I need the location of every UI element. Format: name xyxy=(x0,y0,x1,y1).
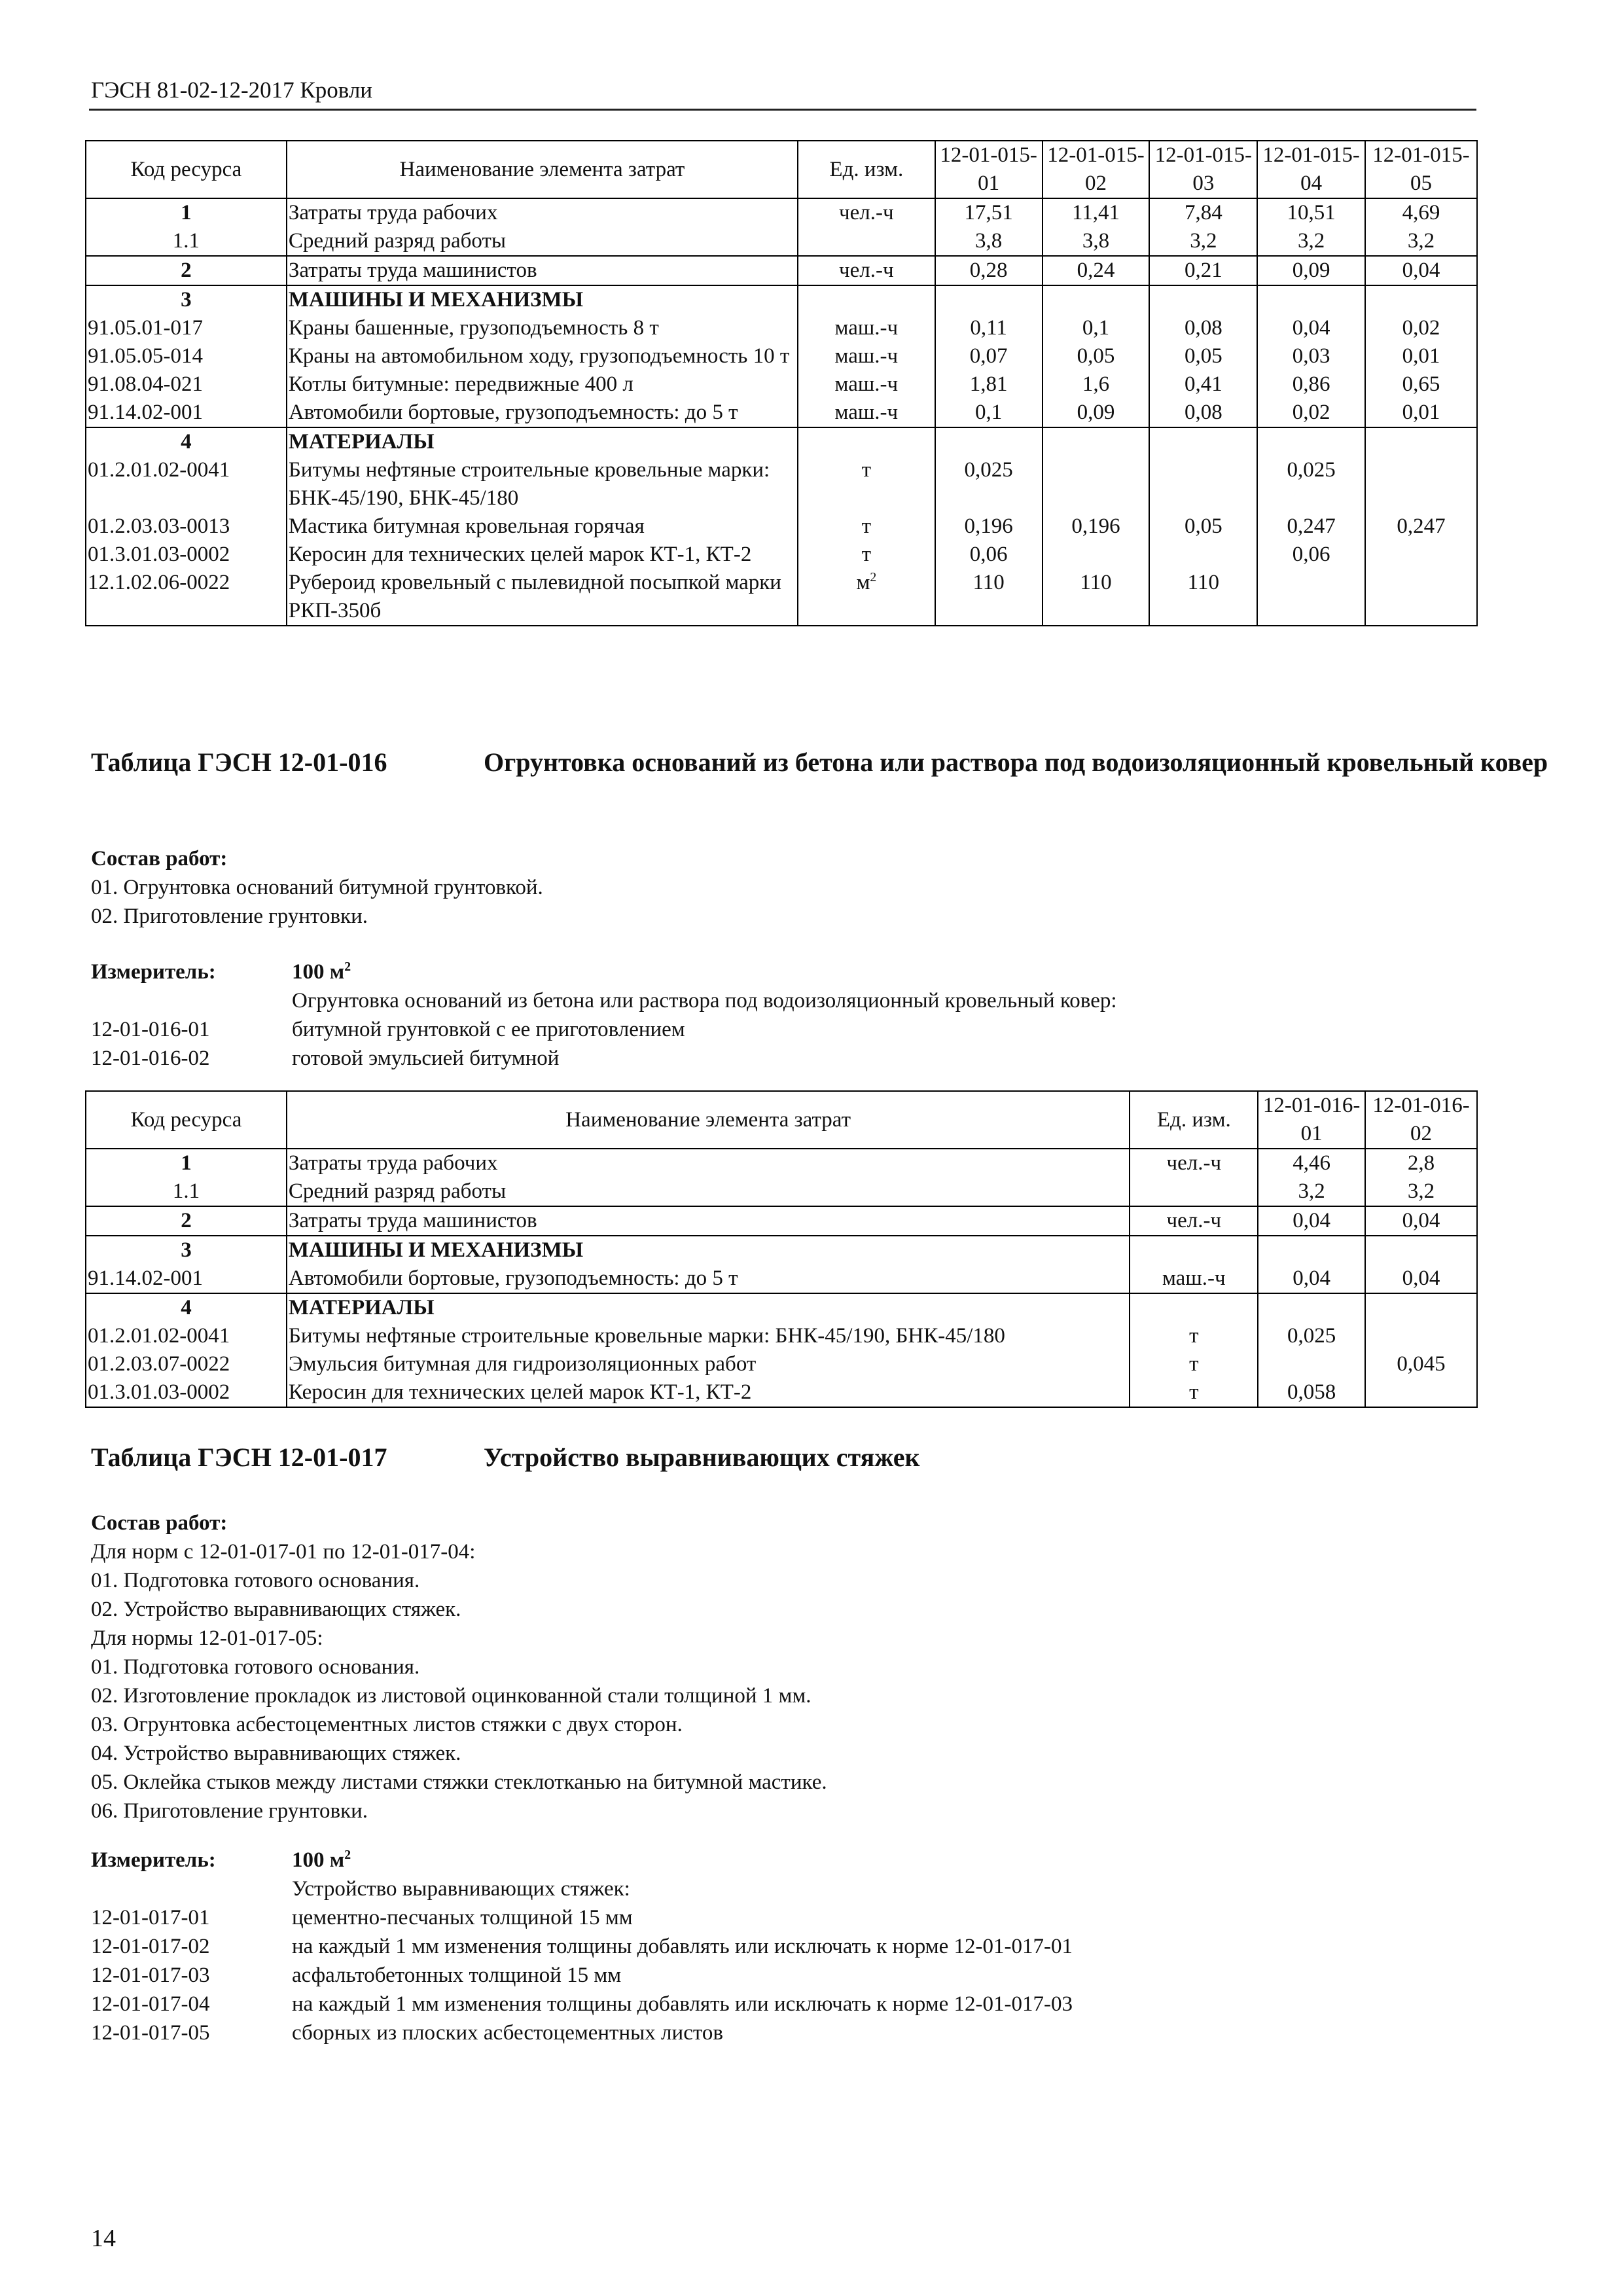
norm-row xyxy=(91,1990,1465,2018)
value-cell: 0,04 xyxy=(1365,1265,1477,1293)
resource-code: 01.3.01.03-0002 xyxy=(86,1378,287,1407)
value-cell: 11,41 xyxy=(1043,198,1150,227)
unit-cell xyxy=(1130,1378,1258,1407)
table-row xyxy=(86,370,1477,399)
work-item: 06. Приготовление грунтовки. xyxy=(91,1799,368,1823)
norm-code: 12-01-017-03 xyxy=(91,1964,210,1987)
value-cell: 0,09 xyxy=(1257,256,1365,285)
value-cell xyxy=(1149,541,1257,569)
resource-code: 4 xyxy=(86,427,287,456)
norm-text: цементно-песчаных толщиной 15 мм xyxy=(292,1906,633,1929)
col-header-norm: 12-01-015-01 xyxy=(935,141,1043,198)
works-block-016 xyxy=(91,844,543,931)
unit-cell xyxy=(1130,1177,1258,1206)
table-row xyxy=(86,399,1477,427)
resource-table-016 xyxy=(85,1090,1478,1408)
measure-value: 100 $м^2$ xyxy=(292,1848,351,1872)
col-header-name: Наименование элемента затрат xyxy=(287,141,798,198)
measure-value: 100 $м^2$ xyxy=(292,960,351,984)
col-header-norm: 12-01-016-02 xyxy=(1365,1091,1477,1149)
value-cell: 0,1 xyxy=(1043,314,1150,342)
resource-code: 01.3.01.03-0002 xyxy=(86,541,287,569)
resource-code: 91.05.05-014 xyxy=(86,342,287,370)
value-cell: 0,247 xyxy=(1365,512,1477,541)
measure-desc-row xyxy=(91,986,1465,1015)
resource-code: 4 xyxy=(86,1293,287,1322)
resource-code: 1.1 xyxy=(86,227,287,256)
unit-text: маш.-ч xyxy=(834,372,899,396)
value-cell: 3,2 xyxy=(1365,1177,1477,1206)
resource-name: Затраты труда рабочих xyxy=(287,1149,1130,1177)
value-cell: 0,21 xyxy=(1149,256,1257,285)
value-cell: 3,8 xyxy=(1043,227,1150,256)
col-header-norm: 12-01-015-02 xyxy=(1043,141,1150,198)
value-cell: 3,2 xyxy=(1149,227,1257,256)
resource-code: 91.14.02-001 xyxy=(86,399,287,427)
value-cell: 0,05 xyxy=(1149,512,1257,541)
value-cell xyxy=(1257,569,1365,626)
unit-text: т xyxy=(861,458,872,482)
unit-text: т xyxy=(1189,1380,1199,1404)
resource-name: Затраты труда машинистов xyxy=(287,1206,1130,1236)
resource-name: Эмульсия битумная для гидроизоляционных работ xyxy=(287,1350,1130,1378)
unit-cell xyxy=(1130,1206,1258,1236)
value-cell xyxy=(1258,1236,1365,1265)
norm-code: 12-01-017-02 xyxy=(91,1935,210,1958)
value-cell: 4,46 xyxy=(1258,1149,1365,1177)
value-cell xyxy=(1149,285,1257,314)
value-cell: 0,04 xyxy=(1365,1206,1477,1236)
table-row xyxy=(86,256,1477,285)
measure-label: Измеритель: xyxy=(91,960,216,984)
work-item: 02. Приготовление грунтовки. xyxy=(91,905,368,928)
value-cell: 110 xyxy=(1149,569,1257,626)
unit-text: т xyxy=(1189,1324,1199,1348)
unit-text: маш.-ч xyxy=(1162,1266,1226,1290)
value-cell: 0,058 xyxy=(1258,1378,1365,1407)
col-header-unit: Ед. изм. xyxy=(798,141,935,198)
table-row xyxy=(86,198,1477,227)
table-row xyxy=(86,569,1477,626)
resource-name: Автомобили бортовые, грузоподъемность: до 5 т xyxy=(287,399,798,427)
work-item: 02. Изготовление прокладок из листовой оцинкованной стали толщиной 1 мм. xyxy=(91,1684,812,1708)
col-header-norm: 12-01-016-01 xyxy=(1258,1091,1365,1149)
value-cell xyxy=(1365,427,1477,456)
value-cell xyxy=(935,427,1043,456)
unit-text: маш.-ч xyxy=(834,401,899,424)
col-header-norm: 12-01-015-05 xyxy=(1365,141,1477,198)
value-cell xyxy=(935,285,1043,314)
unit-text: т xyxy=(861,543,872,566)
value-cell: 110 xyxy=(935,569,1043,626)
resource-code: 1 xyxy=(86,198,287,227)
resource-code: 01.2.03.07-0022 xyxy=(86,1350,287,1378)
norm-text: сборных из плоских асбестоцементных листов xyxy=(292,2021,723,2045)
value-cell: 0,04 xyxy=(1258,1206,1365,1236)
norm-text: готовой эмульсией битумной xyxy=(292,1047,560,1070)
value-cell: 0,01 xyxy=(1365,342,1477,370)
value-cell xyxy=(1365,541,1477,569)
work-item: 01. Подготовка готового основания. xyxy=(91,1655,420,1679)
value-cell xyxy=(1258,1350,1365,1378)
col-header-code: Код ресурса xyxy=(86,141,287,198)
norm-text: на каждый 1 мм изменения толщины добавлять или исключать к норме 12-01-017-01 xyxy=(292,1935,1073,1958)
work-item: 03. Огрунтовка асбестоцементных листов стяжки с двух сторон. xyxy=(91,1713,683,1736)
table-row xyxy=(86,285,1477,314)
value-cell: 0,86 xyxy=(1257,370,1365,399)
unit-cell xyxy=(798,569,935,626)
resource-name: Краны башенные, грузоподъемность 8 т xyxy=(287,314,798,342)
unit-cell xyxy=(798,370,935,399)
value-cell: 1,81 xyxy=(935,370,1043,399)
norm-text: битумной грунтовкой с ее приготовлением xyxy=(292,1018,685,1041)
value-cell: 0,11 xyxy=(935,314,1043,342)
resource-name: Средний разряд работы xyxy=(287,1177,1130,1206)
resource-code: 2 xyxy=(86,256,287,285)
table-row xyxy=(86,1322,1477,1350)
work-item: 01. Огрунтовка оснований битумной грунтовкой. xyxy=(91,876,543,899)
resource-code: 12.1.02.06-0022 xyxy=(86,569,287,626)
value-cell: 0,196 xyxy=(935,512,1043,541)
table-title-text: Устройство выравнивающих стяжек xyxy=(484,1443,920,1472)
table-row xyxy=(86,456,1477,512)
value-cell xyxy=(1043,427,1150,456)
table-header-row xyxy=(86,1091,1477,1149)
resource-name: МАШИНЫ И МЕХАНИЗМЫ xyxy=(287,285,798,314)
value-cell: 0,28 xyxy=(935,256,1043,285)
value-cell: 0,045 xyxy=(1365,1350,1477,1378)
col-header-unit: Ед. изм. xyxy=(1130,1091,1258,1149)
page-number: 14 xyxy=(91,2225,116,2252)
work-item: 02. Устройство выравнивающих стяжек. xyxy=(91,1598,461,1621)
value-cell: 0,02 xyxy=(1257,399,1365,427)
table-row xyxy=(86,1293,1477,1322)
value-cell: 0,07 xyxy=(935,342,1043,370)
value-cell: 0,025 xyxy=(935,456,1043,512)
norm-code: 12-01-016-02 xyxy=(91,1047,210,1070)
work-item: Для норм с 12-01-017-01 по 12-01-017-04: xyxy=(91,1540,476,1564)
unit-superscript: 2 xyxy=(344,960,351,974)
unit-cell xyxy=(798,456,935,512)
value-cell: 0,06 xyxy=(1257,541,1365,569)
table-row xyxy=(86,1265,1477,1293)
col-header-name: Наименование элемента затрат xyxy=(287,1091,1130,1149)
value-cell: 0,03 xyxy=(1257,342,1365,370)
resource-table-015 xyxy=(85,140,1478,626)
value-cell: 0,196 xyxy=(1043,512,1150,541)
unit-text: чел.-ч xyxy=(1166,1151,1222,1175)
unit-cell xyxy=(1130,1236,1258,1265)
resource-code: 91.08.04-021 xyxy=(86,370,287,399)
works-block-017 xyxy=(91,1509,827,1825)
value-cell: 17,51 xyxy=(935,198,1043,227)
value-cell: 0,025 xyxy=(1258,1322,1365,1350)
unit-superscript: 2 xyxy=(870,570,877,584)
value-cell: 0,01 xyxy=(1365,399,1477,427)
value-cell: 0,65 xyxy=(1365,370,1477,399)
table-row xyxy=(86,1236,1477,1265)
unit-cell xyxy=(1130,1322,1258,1350)
unit-cell xyxy=(1130,1149,1258,1177)
table-label: Таблица ГЭСН 12-01-017 xyxy=(91,1443,387,1472)
value-cell: 0,05 xyxy=(1149,342,1257,370)
value-cell xyxy=(1257,427,1365,456)
measure-row xyxy=(91,1846,1465,1874)
unit-text: т xyxy=(1189,1352,1199,1376)
resource-code: 01.2.01.02-0041 xyxy=(86,1322,287,1350)
norm-text: на каждый 1 мм изменения толщины добавлять или исключать к норме 12-01-017-03 xyxy=(292,1992,1073,2016)
resource-name: МАШИНЫ И МЕХАНИЗМЫ xyxy=(287,1236,1130,1265)
norm-row xyxy=(91,2018,1465,2047)
value-cell xyxy=(1149,456,1257,512)
works-label: Состав работ: xyxy=(91,1511,228,1535)
unit-text: т xyxy=(861,514,872,538)
table-header-row xyxy=(86,141,1477,198)
value-cell: 0,24 xyxy=(1043,256,1150,285)
col-header-norm: 12-01-015-03 xyxy=(1149,141,1257,198)
unit-superscript: 2 xyxy=(344,1848,351,1862)
norm-code: 12-01-017-01 xyxy=(91,1906,210,1929)
unit-cell xyxy=(798,541,935,569)
value-cell: 0,05 xyxy=(1043,342,1150,370)
works-label: Состав работ: xyxy=(91,847,228,870)
unit-cell xyxy=(1130,1350,1258,1378)
resource-name: Автомобили бортовые, грузоподъемность: до 5 т xyxy=(287,1265,1130,1293)
value-cell xyxy=(1043,285,1150,314)
resource-name: Затраты труда машинистов xyxy=(287,256,798,285)
value-cell xyxy=(1258,1293,1365,1322)
resource-name: Керосин для технических целей марок КТ-1, КТ-2 xyxy=(287,1378,1130,1407)
unit-cell xyxy=(798,285,935,314)
value-cell: 0,02 xyxy=(1365,314,1477,342)
value-cell xyxy=(1043,541,1150,569)
work-item: 05. Оклейка стыков между листами стяжки стеклотканью на битумной мастике. xyxy=(91,1770,827,1794)
resource-name: Рубероид кровельный с пылевидной посыпкой марки РКП-350б xyxy=(287,569,798,626)
measure-row xyxy=(91,958,1465,986)
value-cell: 3,2 xyxy=(1365,227,1477,256)
resource-name: МАТЕРИАЛЫ xyxy=(287,1293,1130,1322)
table-row xyxy=(86,1350,1477,1378)
table-row xyxy=(86,1206,1477,1236)
value-cell xyxy=(1365,285,1477,314)
norm-code: 12-01-016-01 xyxy=(91,1018,210,1041)
unit-text: чел.-ч xyxy=(839,201,894,224)
norm-code: 12-01-017-04 xyxy=(91,1992,210,2016)
resource-code: 1 xyxy=(86,1149,287,1177)
value-cell: 0,247 xyxy=(1257,512,1365,541)
value-cell: 7,84 xyxy=(1149,198,1257,227)
value-cell xyxy=(1365,1322,1477,1350)
table-title-text: Огрунтовка оснований из бетона или раствора под водоизоляционный кровельный ковер xyxy=(484,747,1548,777)
resource-code: 91.05.01-017 xyxy=(86,314,287,342)
value-cell: 2,8 xyxy=(1365,1149,1477,1177)
unit-text: чел.-ч xyxy=(1166,1209,1222,1232)
value-cell: 0,04 xyxy=(1365,256,1477,285)
running-header: ГЭСН 81-02-12-2017 Кровли xyxy=(91,77,373,103)
measure-description: Устройство выравнивающих стяжек: xyxy=(292,1877,630,1901)
table-row xyxy=(86,342,1477,370)
value-cell xyxy=(1365,456,1477,512)
table-row xyxy=(86,427,1477,456)
value-cell xyxy=(1365,569,1477,626)
unit-text: маш.-ч xyxy=(834,316,899,340)
unit-cell xyxy=(798,198,935,227)
measure-desc-row xyxy=(91,1874,1465,1903)
table-row xyxy=(86,1378,1477,1407)
resource-code: 1.1 xyxy=(86,1177,287,1206)
work-item: 04. Устройство выравнивающих стяжек. xyxy=(91,1742,461,1765)
value-cell: 110 xyxy=(1043,569,1150,626)
measure-description: Огрунтовка оснований из бетона или раствора под водоизоляционный кровельный ковер: xyxy=(292,989,1117,1013)
col-header-norm: 12-01-015-04 xyxy=(1257,141,1365,198)
norm-code: 12-01-017-05 xyxy=(91,2021,210,2045)
table-row xyxy=(86,1149,1477,1177)
value-cell: 3,2 xyxy=(1257,227,1365,256)
measure-label: Измеритель: xyxy=(91,1848,216,1872)
unit-cell xyxy=(798,427,935,456)
table-row xyxy=(86,314,1477,342)
col-header-code: Код ресурса xyxy=(86,1091,287,1149)
value-cell: 0,09 xyxy=(1043,399,1150,427)
unit-cell xyxy=(798,342,935,370)
resource-name: Битумы нефтяные строительные кровельные марки: БНК-45/190, БНК-45/180 xyxy=(287,456,798,512)
unit-cell xyxy=(1130,1265,1258,1293)
value-cell: 4,69 xyxy=(1365,198,1477,227)
measure-block-017 xyxy=(91,1846,1465,2047)
value-cell xyxy=(1149,427,1257,456)
resource-name: Котлы битумные: передвижные 400 л xyxy=(287,370,798,399)
table-row xyxy=(86,227,1477,256)
norm-row xyxy=(91,1961,1465,1990)
value-cell: 0,04 xyxy=(1257,314,1365,342)
resource-name: Средний разряд работы xyxy=(287,227,798,256)
resource-code: 91.14.02-001 xyxy=(86,1265,287,1293)
resource-name: Краны на автомобильном ходу, грузоподъемность 10 т xyxy=(287,342,798,370)
unit-text: м xyxy=(856,571,870,594)
value-cell: 0,06 xyxy=(935,541,1043,569)
work-item: Для нормы 12-01-017-05: xyxy=(91,1626,323,1650)
resource-code: 3 xyxy=(86,1236,287,1265)
value-cell xyxy=(1365,1236,1477,1265)
table-label: Таблица ГЭСН 12-01-016 xyxy=(91,747,387,777)
resource-name: Мастика битумная кровельная горячая xyxy=(287,512,798,541)
unit-cell xyxy=(798,256,935,285)
value-cell xyxy=(1257,285,1365,314)
unit-text: маш.-ч xyxy=(834,344,899,368)
unit-cell xyxy=(798,314,935,342)
value-cell: 0,08 xyxy=(1149,314,1257,342)
norm-row xyxy=(91,1044,1465,1073)
unit-text: чел.-ч xyxy=(839,259,894,282)
unit-cell xyxy=(798,399,935,427)
value-cell: 0,1 xyxy=(935,399,1043,427)
value-cell xyxy=(1365,1293,1477,1322)
unit-cell xyxy=(798,512,935,541)
resource-name: Керосин для технических целей марок КТ-1, КТ-2 xyxy=(287,541,798,569)
norm-row xyxy=(91,1015,1465,1044)
value-cell: 0,41 xyxy=(1149,370,1257,399)
resource-code: 01.2.03.03-0013 xyxy=(86,512,287,541)
table-row xyxy=(86,512,1477,541)
norm-row xyxy=(91,1932,1465,1961)
resource-code: 2 xyxy=(86,1206,287,1236)
value-cell: 0,08 xyxy=(1149,399,1257,427)
value-cell: 10,51 xyxy=(1257,198,1365,227)
work-item: 01. Подготовка готового основания. xyxy=(91,1569,420,1592)
resource-name: МАТЕРИАЛЫ xyxy=(287,427,798,456)
norm-row xyxy=(91,1903,1465,1932)
table-row xyxy=(86,1177,1477,1206)
resource-code: 01.2.01.02-0041 xyxy=(86,456,287,512)
resource-code: 3 xyxy=(86,285,287,314)
value-cell: 0,025 xyxy=(1257,456,1365,512)
value-cell: 3,2 xyxy=(1258,1177,1365,1206)
header-rule xyxy=(89,109,1476,111)
value-cell: 0,04 xyxy=(1258,1265,1365,1293)
value-cell: 1,6 xyxy=(1043,370,1150,399)
resource-name: Затраты труда рабочих xyxy=(287,198,798,227)
value-cell xyxy=(1043,456,1150,512)
resource-name: Битумы нефтяные строительные кровельные марки: БНК-45/190, БНК-45/180 xyxy=(287,1322,1130,1350)
value-cell xyxy=(1365,1378,1477,1407)
value-cell: 3,8 xyxy=(935,227,1043,256)
unit-cell xyxy=(1130,1293,1258,1322)
table-row xyxy=(86,541,1477,569)
norm-text: асфальтобетонных толщиной 15 мм xyxy=(292,1964,622,1987)
measure-block-016 xyxy=(91,958,1465,1073)
unit-cell xyxy=(798,227,935,256)
